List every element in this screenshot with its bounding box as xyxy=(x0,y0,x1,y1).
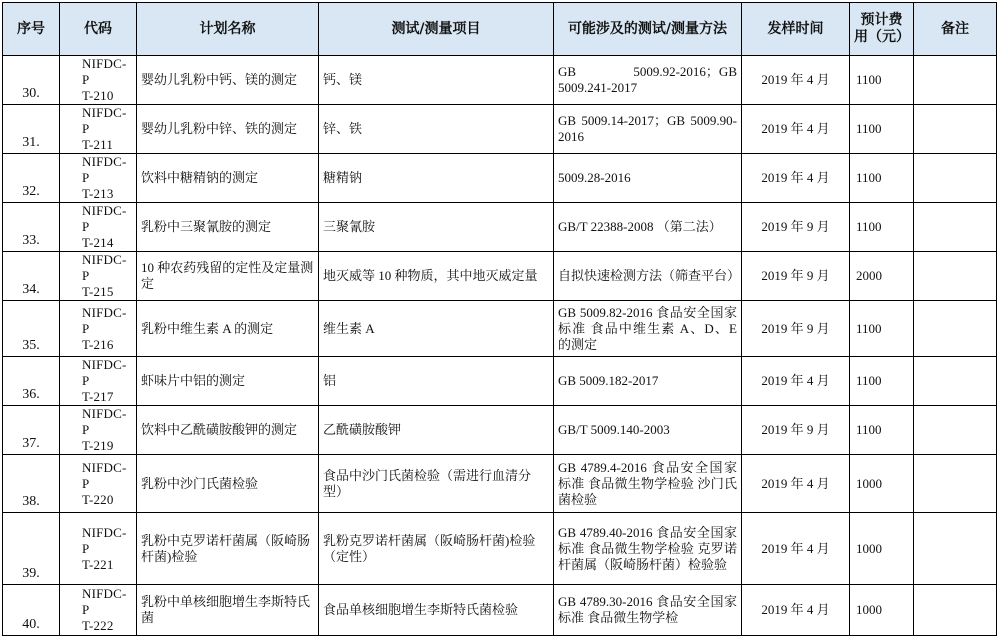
serial-number-cell: 30. xyxy=(3,56,60,105)
code-line-1: NIFDC-P xyxy=(82,524,127,556)
dispatch-time-cell: 2019 年 9 月 xyxy=(742,406,850,455)
serial-number-cell: 36. xyxy=(3,357,60,406)
test-item-cell: 铝 xyxy=(319,357,554,406)
plan-name-cell: 婴幼儿乳粉中钙、镁的测定 xyxy=(137,56,319,105)
dispatch-time-cell: 2019 年 4 月 xyxy=(742,154,850,203)
table-row xyxy=(3,105,997,154)
header-code: 代码 xyxy=(60,3,137,56)
code-cell xyxy=(60,154,137,203)
estimated-fee-cell: 1100 xyxy=(850,203,914,252)
code-line-2: T-215 xyxy=(82,284,114,299)
code-line-1: NIFDC-P xyxy=(82,357,127,388)
test-method-cell: GB 4789.30-2016 食品安全国家标准 食品微生物学检 xyxy=(554,585,742,636)
test-item-cell: 乳粉克罗诺杆菌属（阪崎肠杆菌)检验（定性） xyxy=(319,513,554,585)
test-item-cell: 食品单核细胞增生李斯特氏菌检验 xyxy=(319,585,554,636)
serial-number-cell: 38. xyxy=(3,455,60,513)
dispatch-time-cell: 2019 年 9 月 xyxy=(742,301,850,357)
header-serial: 序号 xyxy=(3,3,60,56)
serial-number-cell: 37. xyxy=(3,406,60,455)
plan-name-cell: 乳粉中维生素 A 的测定 xyxy=(137,301,319,357)
dispatch-time-cell: 2019 年 4 月 xyxy=(742,455,850,513)
remarks-cell xyxy=(914,252,997,301)
code-cell xyxy=(60,513,137,585)
header-remarks: 备注 xyxy=(914,3,997,56)
testing-plan-table xyxy=(2,2,997,636)
code-line-2: T-216 xyxy=(82,336,114,352)
plan-table-page xyxy=(2,2,996,636)
plan-name-cell: 虾味片中铝的测定 xyxy=(137,357,319,406)
test-item-cell: 维生素 A xyxy=(319,301,554,357)
plan-name-cell: 乳粉中克罗诺杆菌属（阪崎肠杆菌)检验 xyxy=(137,513,319,585)
remarks-cell xyxy=(914,154,997,203)
remarks-cell xyxy=(914,406,997,455)
code-line-1: NIFDC-P xyxy=(82,459,127,491)
remarks-cell xyxy=(914,455,997,513)
dispatch-time-cell: 2019 年 4 月 xyxy=(742,56,850,105)
test-method-cell: 自拟快速检测方法（筛查平台） xyxy=(554,252,742,301)
test-method-cell: GB 4789.4-2016 食品安全国家标准 食品微生物学检验 沙门氏菌检验 xyxy=(554,455,742,513)
code-cell xyxy=(60,56,137,105)
test-method-cell: GB/T 5009.140-2003 xyxy=(554,406,742,455)
test-method-cell: GB/T 22388-2008 （第二法） xyxy=(554,203,742,252)
estimated-fee-cell: 1100 xyxy=(850,56,914,105)
test-item-cell: 锌、铁 xyxy=(319,105,554,154)
code-cell xyxy=(60,105,137,154)
code-cell xyxy=(60,357,137,406)
table-row xyxy=(3,252,997,301)
test-method-cell: GB 4789.40-2016 食品安全国家标准 食品微生物学检验 克罗诺杆菌属（阪崎肠杆菌）检验验 xyxy=(554,513,742,585)
remarks-cell xyxy=(914,56,997,105)
remarks-cell xyxy=(914,301,997,357)
code-line-1: NIFDC-P xyxy=(82,406,127,437)
dispatch-time-cell: 2019 年 4 月 xyxy=(742,105,850,154)
plan-name-cell: 乳粉中单核细胞增生李斯特氏菌 xyxy=(137,585,319,636)
header-dispatch-time: 发样时间 xyxy=(742,3,850,56)
header-estimated-fee: 预计费用（元） xyxy=(850,3,914,56)
code-line-1: NIFDC-P xyxy=(82,586,127,617)
code-cell xyxy=(60,252,137,301)
code-line-1: NIFDC-P xyxy=(82,203,127,234)
test-method-cell: 5009.28-2016 xyxy=(554,154,742,203)
code-cell xyxy=(60,406,137,455)
plan-name-cell: 乳粉中三聚氰胺的测定 xyxy=(137,203,319,252)
test-method-cell: GB 5009.92-2016；GB 5009.241-2017 xyxy=(554,56,742,105)
code-line-2: T-214 xyxy=(82,235,114,250)
estimated-fee-cell: 1100 xyxy=(850,301,914,357)
table-body xyxy=(3,56,997,636)
estimated-fee-cell: 1100 xyxy=(850,357,914,406)
dispatch-time-cell: 2019 年 9 月 xyxy=(742,252,850,301)
header-plan-name: 计划名称 xyxy=(137,3,319,56)
code-cell xyxy=(60,455,137,513)
dispatch-time-cell: 2019 年 4 月 xyxy=(742,585,850,636)
serial-number-cell: 35. xyxy=(3,301,60,357)
estimated-fee-cell: 1000 xyxy=(850,585,914,636)
test-item-cell: 三聚氰胺 xyxy=(319,203,554,252)
table-row xyxy=(3,406,997,455)
table-row xyxy=(3,203,997,252)
estimated-fee-cell: 1100 xyxy=(850,105,914,154)
plan-name-cell: 10 种农药残留的定性及定量测定 xyxy=(137,252,319,301)
remarks-cell xyxy=(914,513,997,585)
code-line-1: NIFDC-P xyxy=(82,105,127,136)
table-row xyxy=(3,301,997,357)
code-cell xyxy=(60,203,137,252)
serial-number-cell: 39. xyxy=(3,513,60,585)
table-row xyxy=(3,56,997,105)
test-item-cell: 地灭威等 10 种物质，其中地灭威定量 xyxy=(319,252,554,301)
code-line-2: T-213 xyxy=(82,186,114,201)
table-row xyxy=(3,585,997,636)
header-test-item: 测试/测量项目 xyxy=(319,3,554,56)
table-row xyxy=(3,154,997,203)
table-row xyxy=(3,455,997,513)
code-line-2: T-222 xyxy=(82,618,114,633)
serial-number-cell: 34. xyxy=(3,252,60,301)
test-item-cell: 乙酰磺胺酸钾 xyxy=(319,406,554,455)
table-row xyxy=(3,513,997,585)
code-line-1: NIFDC-P xyxy=(82,304,127,336)
estimated-fee-cell: 1000 xyxy=(850,455,914,513)
dispatch-time-cell: 2019 年 9 月 xyxy=(742,203,850,252)
code-cell xyxy=(60,585,137,636)
remarks-cell xyxy=(914,105,997,154)
estimated-fee-cell: 1000 xyxy=(850,513,914,585)
code-line-2: T-220 xyxy=(82,491,114,507)
code-line-2: T-217 xyxy=(82,389,114,404)
serial-number-cell: 32. xyxy=(3,154,60,203)
dispatch-time-cell: 2019 年 4 月 xyxy=(742,357,850,406)
test-item-cell: 食品中沙门氏菌检验（需进行血清分型） xyxy=(319,455,554,513)
plan-name-cell: 饮料中糖精钠的测定 xyxy=(137,154,319,203)
dispatch-time-cell: 2019 年 4 月 xyxy=(742,513,850,585)
code-line-1: NIFDC-P xyxy=(82,56,127,87)
code-line-2: T-211 xyxy=(82,137,114,152)
code-line-1: NIFDC-P xyxy=(82,252,127,283)
test-method-cell: GB 5009.14-2017；GB 5009.90-2016 xyxy=(554,105,742,154)
code-line-2: T-210 xyxy=(82,88,114,103)
estimated-fee-cell: 1100 xyxy=(850,406,914,455)
header-row xyxy=(3,3,997,56)
remarks-cell xyxy=(914,585,997,636)
serial-number-cell: 33. xyxy=(3,203,60,252)
estimated-fee-cell: 1100 xyxy=(850,154,914,203)
plan-name-cell: 乳粉中沙门氏菌检验 xyxy=(137,455,319,513)
serial-number-cell: 31. xyxy=(3,105,60,154)
remarks-cell xyxy=(914,203,997,252)
table-row xyxy=(3,357,997,406)
code-line-1: NIFDC-P xyxy=(82,154,127,185)
plan-name-cell: 婴幼儿乳粉中锌、铁的测定 xyxy=(137,105,319,154)
plan-name-cell: 饮料中乙酰磺胺酸钾的测定 xyxy=(137,406,319,455)
remarks-cell xyxy=(914,357,997,406)
test-item-cell: 钙、镁 xyxy=(319,56,554,105)
test-method-cell: GB 5009.182-2017 xyxy=(554,357,742,406)
test-item-cell: 糖精钠 xyxy=(319,154,554,203)
header-test-method: 可能涉及的测试/测量方法 xyxy=(554,3,742,56)
code-line-2: T-221 xyxy=(82,556,114,572)
code-cell xyxy=(60,301,137,357)
serial-number-cell: 40. xyxy=(3,585,60,636)
code-line-2: T-219 xyxy=(82,438,114,453)
test-method-cell: GB 5009.82-2016 食品安全国家标准 食品中维生素 A、D、E 的测定 xyxy=(554,301,742,357)
estimated-fee-cell: 2000 xyxy=(850,252,914,301)
